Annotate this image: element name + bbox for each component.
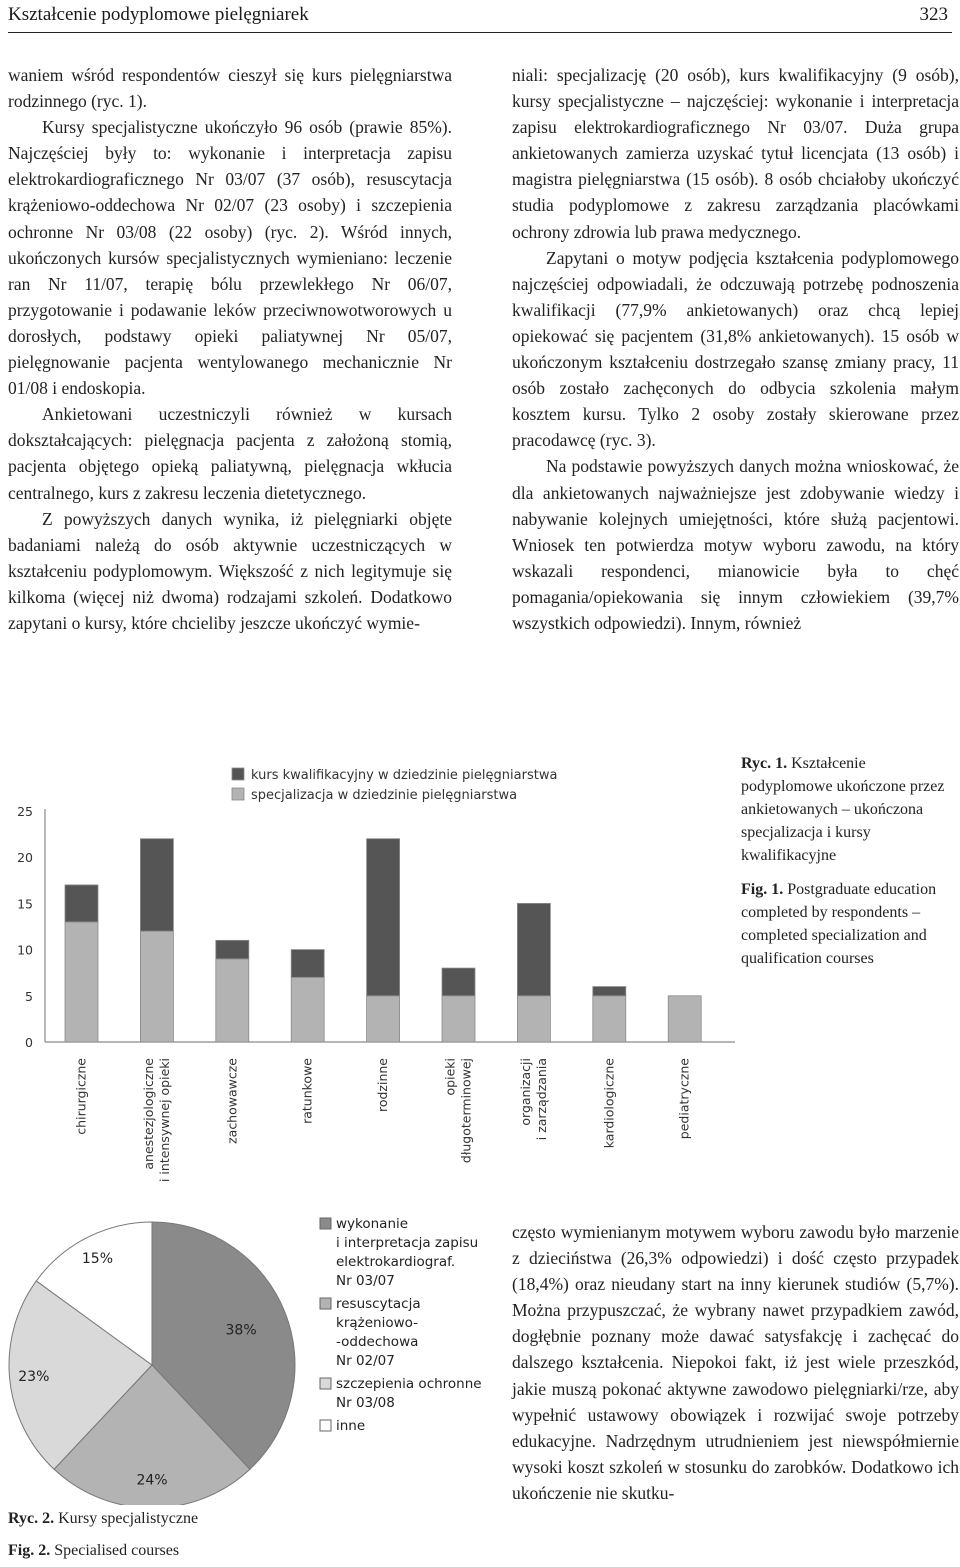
bar-chart bbox=[0, 740, 735, 1190]
legend-swatch bbox=[320, 1298, 331, 1309]
legend-label: wykonanie bbox=[336, 1216, 409, 1232]
y-tick-label: 10 bbox=[17, 942, 33, 958]
pie-slice-label: 23% bbox=[18, 1369, 50, 1386]
legend-label: krążeniowo- bbox=[336, 1315, 419, 1331]
legend-label: -oddechowa bbox=[336, 1334, 419, 1350]
x-category-label: i intensywnej opieki bbox=[156, 1058, 172, 1183]
legend-swatch bbox=[232, 768, 244, 780]
bar-segment-specialization bbox=[593, 996, 626, 1042]
legend-label: Nr 03/07 bbox=[336, 1273, 395, 1289]
legend-swatch bbox=[320, 1378, 331, 1389]
paragraph: Kursy specjalistyczne ukończyło 96 osób (prawie 85%). Najczęściej były to: wykonanie i interpretacja zapisu elektrokardiograficznego Nr 03/07 (37 osób), resuscytacja krążeniowo-oddechowa Nr 02/07 (23 osoby) i szczepienia ochronne Nr 03/08 (22 osoby) (ryc. 2). Wśród innych, ukończonych kursów specjalistycznych wymieniano: leczenie ran Nr 11/07, terapię bólu przewlekłego Nr 06/07, przygotowanie i podawanie leków przeciwnowotworowych u dorosłych, podstawy opieki paliatywnej Nr 05/07, pielęgnowanie pacjenta wentylowanego mechanicznie Nr 01/08 i endoskopia. bbox=[8, 117, 452, 399]
page-number: 323 bbox=[919, 4, 948, 25]
ryc2-label: Ryc. 2. bbox=[8, 1510, 55, 1527]
bar-segment-specialization bbox=[291, 977, 324, 1042]
pie-slice-label: 15% bbox=[81, 1250, 114, 1267]
y-tick-label: 20 bbox=[17, 850, 33, 866]
left-column bbox=[8, 62, 452, 636]
x-category-label: rodzinne bbox=[375, 1058, 391, 1113]
x-category-label: opieki bbox=[442, 1058, 458, 1096]
paragraph: Z powyższych danych wynika, iż pielęgniarki objęte badaniami należą do osób aktywnie uczestniczących w kształceniu podyplomowym. Większość z nich legitymuje się kilkoma (więcej niż dwoma) rodzajami szkoleń. Dodatkowo zapytani o kursy, które chcieliby jeszcze ukończyć wymie- bbox=[8, 508, 452, 633]
paragraph: waniem wśród respondentów cieszył się kurs pielęgniarstwa rodzinnego (ryc. 1). bbox=[8, 65, 452, 112]
paragraph: często wymienianym motywem wyboru zawodu było marzenie z dzieciństwa (26,3% odpowiedzi) i dość często przypadek (18,4%) oraz nieudany start na inny kierunek studiów (5,7%). Można przypuszczać, że wybrany nawet przypadkiem zawód, dogłębnie poznany może dawać satysfakcję i zachęcać do dalszego kształcenia. Niepokoi fakt, iż jest wiele przeszkód, jakie muszą pokonać aktywne zawodowo pielęgniarki/rze, aby wypełnić ustawowy obowiązek i rozwijać swoje potrzeby edukacyjne. Nadrzędnym utrudnieniem jest niewspółmiernie wysoki koszt szkoleń w stosunku do zarobków. Dodatkowo ich ukończenie nie skutku- bbox=[512, 1222, 959, 1503]
x-category-label: kardiologiczne bbox=[601, 1058, 617, 1149]
figure2-caption-en bbox=[8, 1539, 308, 1562]
ryc2-text: Kursy specjalistyczne bbox=[58, 1510, 199, 1527]
bar-segment-qualification-course bbox=[65, 885, 98, 922]
bar-segment-specialization bbox=[517, 996, 550, 1042]
y-tick-label: 0 bbox=[25, 1035, 33, 1050]
figure1-caption-en bbox=[741, 878, 956, 970]
paragraph: Ankietowani uczestniczyli również w kursach dokształcających: pielęgnacja pacjenta z założoną stomią, pacjenta objętego opieką paliatywną, pielęgnacja wkłucia centralnego, kurs z zakresu leczenia dietetycznego. bbox=[8, 404, 452, 503]
running-title: Kształcenie podyplomowe pielęgniarek bbox=[8, 4, 309, 25]
x-category-label: anestezjologiczne bbox=[140, 1058, 156, 1170]
x-category-label: ratunkowe bbox=[299, 1058, 315, 1124]
x-category-label: i zarządzania bbox=[533, 1058, 549, 1141]
y-tick-label: 5 bbox=[25, 988, 33, 1004]
bar-segment-qualification-course bbox=[442, 968, 475, 996]
right-column-bottom bbox=[512, 1219, 959, 1506]
legend-label: szczepienia ochronne bbox=[336, 1376, 482, 1392]
bar-segment-specialization bbox=[140, 931, 173, 1042]
pie-slice-label: 24% bbox=[136, 1472, 168, 1489]
pie-slice-label: 38% bbox=[225, 1322, 257, 1339]
x-category-label: zachowawcze bbox=[224, 1058, 240, 1144]
bar-segment-qualification-course bbox=[216, 940, 249, 958]
ryc1-text: Kształcenie podyplomowe ukończone przez ankietowanych – ukończona specjalizacja i kursy kwalifikacyjne bbox=[741, 755, 945, 864]
x-category-label: pediatryczne bbox=[676, 1058, 692, 1140]
bar-segment-specialization bbox=[367, 996, 400, 1042]
legend-swatch bbox=[320, 1420, 331, 1431]
fig2-label: Fig. 2. bbox=[8, 1542, 51, 1559]
x-category-label: organizacji bbox=[517, 1058, 533, 1126]
legend-swatch bbox=[232, 788, 244, 800]
legend-label: i interpretacja zapisu bbox=[336, 1235, 479, 1251]
paragraph: Na podstawie powyższych danych można wnioskować, że dla ankietowanych najważniejsze jest zdobywanie wiedzy i nabywanie kolejnych umiejętności, które służą pacjentowi. Wniosek ten potwierdza motyw wyboru zawodu, na który wskazali respondenci, mianowicie była to chęć pomagania/opiekowania się innym człowiekiem (39,7% wszystkich odpowiedzi). Innym, również bbox=[512, 456, 959, 633]
fig1-text: Postgraduate education completed by respondents – completed specialization and qualification courses bbox=[741, 881, 937, 967]
legend-label: Nr 03/08 bbox=[336, 1395, 395, 1411]
paragraph: niali: specjalizację (20 osób), kurs kwalifikacyjny (9 osób), kursy specjalistyczne – najczęściej: wykonanie i interpretacja zapisu elektrokardiograficznego Nr 03/07. Duża grupa ankietowanych zamierza uzyskać tytuł licencjata (13 osób) i magistra pielęgniarstwa (15 osób). 8 osób chciałoby ukończyć studia podyplomowe z zakresu zarządzania placówkami ochrony zdrowia lub prawa medycznego. bbox=[512, 65, 959, 242]
legend-label: inne bbox=[336, 1418, 366, 1434]
figure1-caption bbox=[741, 752, 956, 970]
right-column bbox=[512, 62, 959, 636]
bar-segment-qualification-course bbox=[517, 903, 550, 995]
x-category-label: długoterminowej bbox=[458, 1058, 474, 1164]
bar-segment-qualification-course bbox=[140, 839, 173, 931]
y-tick-label: 25 bbox=[17, 804, 33, 819]
running-header bbox=[8, 2, 952, 33]
fig2-text: Specialised courses bbox=[54, 1542, 180, 1559]
legend-label: resuscytacja bbox=[336, 1296, 421, 1312]
fig1-label: Fig. 1. bbox=[741, 881, 784, 898]
bar-segment-specialization bbox=[65, 922, 98, 1042]
figure1-caption-pl bbox=[741, 752, 956, 867]
legend-label: Nr 02/07 bbox=[336, 1353, 395, 1369]
figure2-caption-pl bbox=[8, 1507, 308, 1530]
legend-label: specjalizacja w dziedzinie pielęgniarstwa bbox=[251, 788, 518, 803]
paragraph: Zapytani o motyw podjęcia kształcenia podyplomowego najczęściej odpowiadali, że odczuwają potrzebę podnoszenia kwalifikacji (77,9% ankietowanych) oraz chcą lepiej opiekować się pacjentem (31,8% ankietowanych). 15 osób w ukończonym kształceniu dostrzegało szansę zmiany pracy, 11 osób zostało zachęconych do odbycia szkolenia małym kosztem kursu. Tylko 2 osoby zostały skierowane przez pracodawcę (ryc. 3). bbox=[512, 247, 959, 451]
bar-segment-specialization bbox=[668, 996, 701, 1042]
bar-segment-specialization bbox=[216, 959, 249, 1042]
legend-label: kurs kwalifikacyjny w dziedzinie pielęgniarstwa bbox=[251, 768, 558, 783]
y-tick-label: 15 bbox=[17, 896, 33, 912]
legend-swatch bbox=[320, 1218, 331, 1229]
bar-segment-qualification-course bbox=[593, 987, 626, 996]
bar-segment-specialization bbox=[442, 996, 475, 1042]
pie-chart bbox=[0, 1195, 500, 1505]
legend-label: elektrokardiograf. bbox=[336, 1254, 456, 1270]
bar-segment-qualification-course bbox=[367, 839, 400, 996]
figure2-caption bbox=[8, 1507, 308, 1562]
bar-segment-qualification-course bbox=[291, 950, 324, 978]
x-category-label: chirurgiczne bbox=[73, 1058, 89, 1135]
ryc1-label: Ryc. 1. bbox=[741, 755, 788, 772]
